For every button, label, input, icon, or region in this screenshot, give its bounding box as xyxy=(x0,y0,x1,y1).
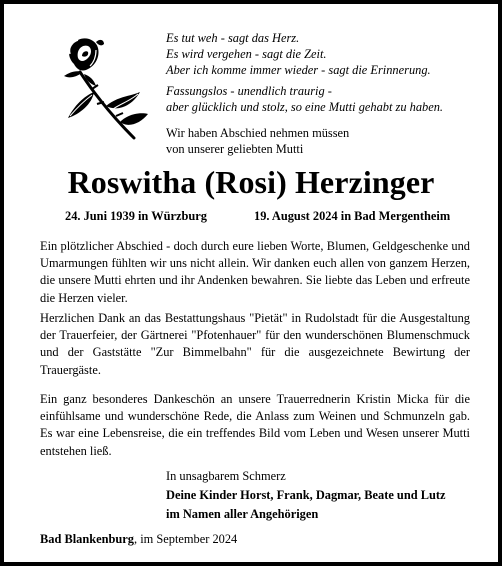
poem-line: Es wird vergehen - sagt die Zeit. xyxy=(166,47,327,61)
poem-line: Fassungslos - unendlich traurig - xyxy=(166,84,332,98)
signature-line: In unsagbarem Schmerz xyxy=(166,469,286,483)
place-date: , im September 2024 xyxy=(134,532,238,546)
family-names: Deine Kinder Horst, Frank, Dagmar, Beate und Lutz xyxy=(166,488,446,502)
signature-block xyxy=(166,467,445,524)
place-city: Bad Blankenburg xyxy=(40,532,135,546)
intro-text xyxy=(166,125,349,157)
signature-line: im Namen aller Angehörigen xyxy=(166,507,319,521)
thanks-paragraph: Ein plötzlicher Abschied - doch durch eure lieben Worte, Blumen, Geldgeschenke und Umarmungen fühlten wir uns nicht allein. Wir danken euch allen von ganzem Herzen, die unsere Mutti ehrten und ihr Andenken bewahren. Sie liebte das Leben und erfreute die Herzen vieler. xyxy=(40,239,470,305)
thanks-paragraph: Herzlichen Dank an das Bestattungshaus "Pietät" in Rudolstadt für die Ausgestaltung der Trauerfeier, der Gärtnerei "Pfotenhauer" für den wunderschönen Blumenschmuck und der Gaststätte "Zur Bimmelbahn" für die ausgezeichnete Bewirtung der Trauergäste. xyxy=(40,311,470,377)
deceased-name: Roswitha (Rosi) Herzinger xyxy=(67,164,435,200)
thanks-paragraph: Ein ganz besonderes Dankeschön an unsere Trauerrednerin Kristin Micka für die einfühlsame und wunderschöne Rede, die Anlass zum Weinen und Schmunzeln gab. Es war eine Lebensreise, die ein treffendes Bild vom Leben und Wesen unserer Mutti entstehen ließ. xyxy=(40,392,470,458)
intro-line: Wir haben Abschied nehmen müssen xyxy=(166,126,350,140)
poem xyxy=(166,30,486,115)
place-and-date xyxy=(40,532,237,547)
rose-icon xyxy=(56,34,152,142)
birth-date: 24. Juni 1939 in Würzburg xyxy=(65,209,207,223)
intro-line: von unserer geliebten Mutti xyxy=(166,142,304,156)
poem-line: Aber ich komme immer wieder - sagt die Erinnerung. xyxy=(166,63,431,77)
death-date: 19. August 2024 in Bad Mergentheim xyxy=(254,209,451,223)
poem-line: aber glücklich und stolz, so eine Mutti gehabt zu haben. xyxy=(166,100,444,114)
poem-line: Es tut weh - sagt das Herz. xyxy=(166,31,300,45)
